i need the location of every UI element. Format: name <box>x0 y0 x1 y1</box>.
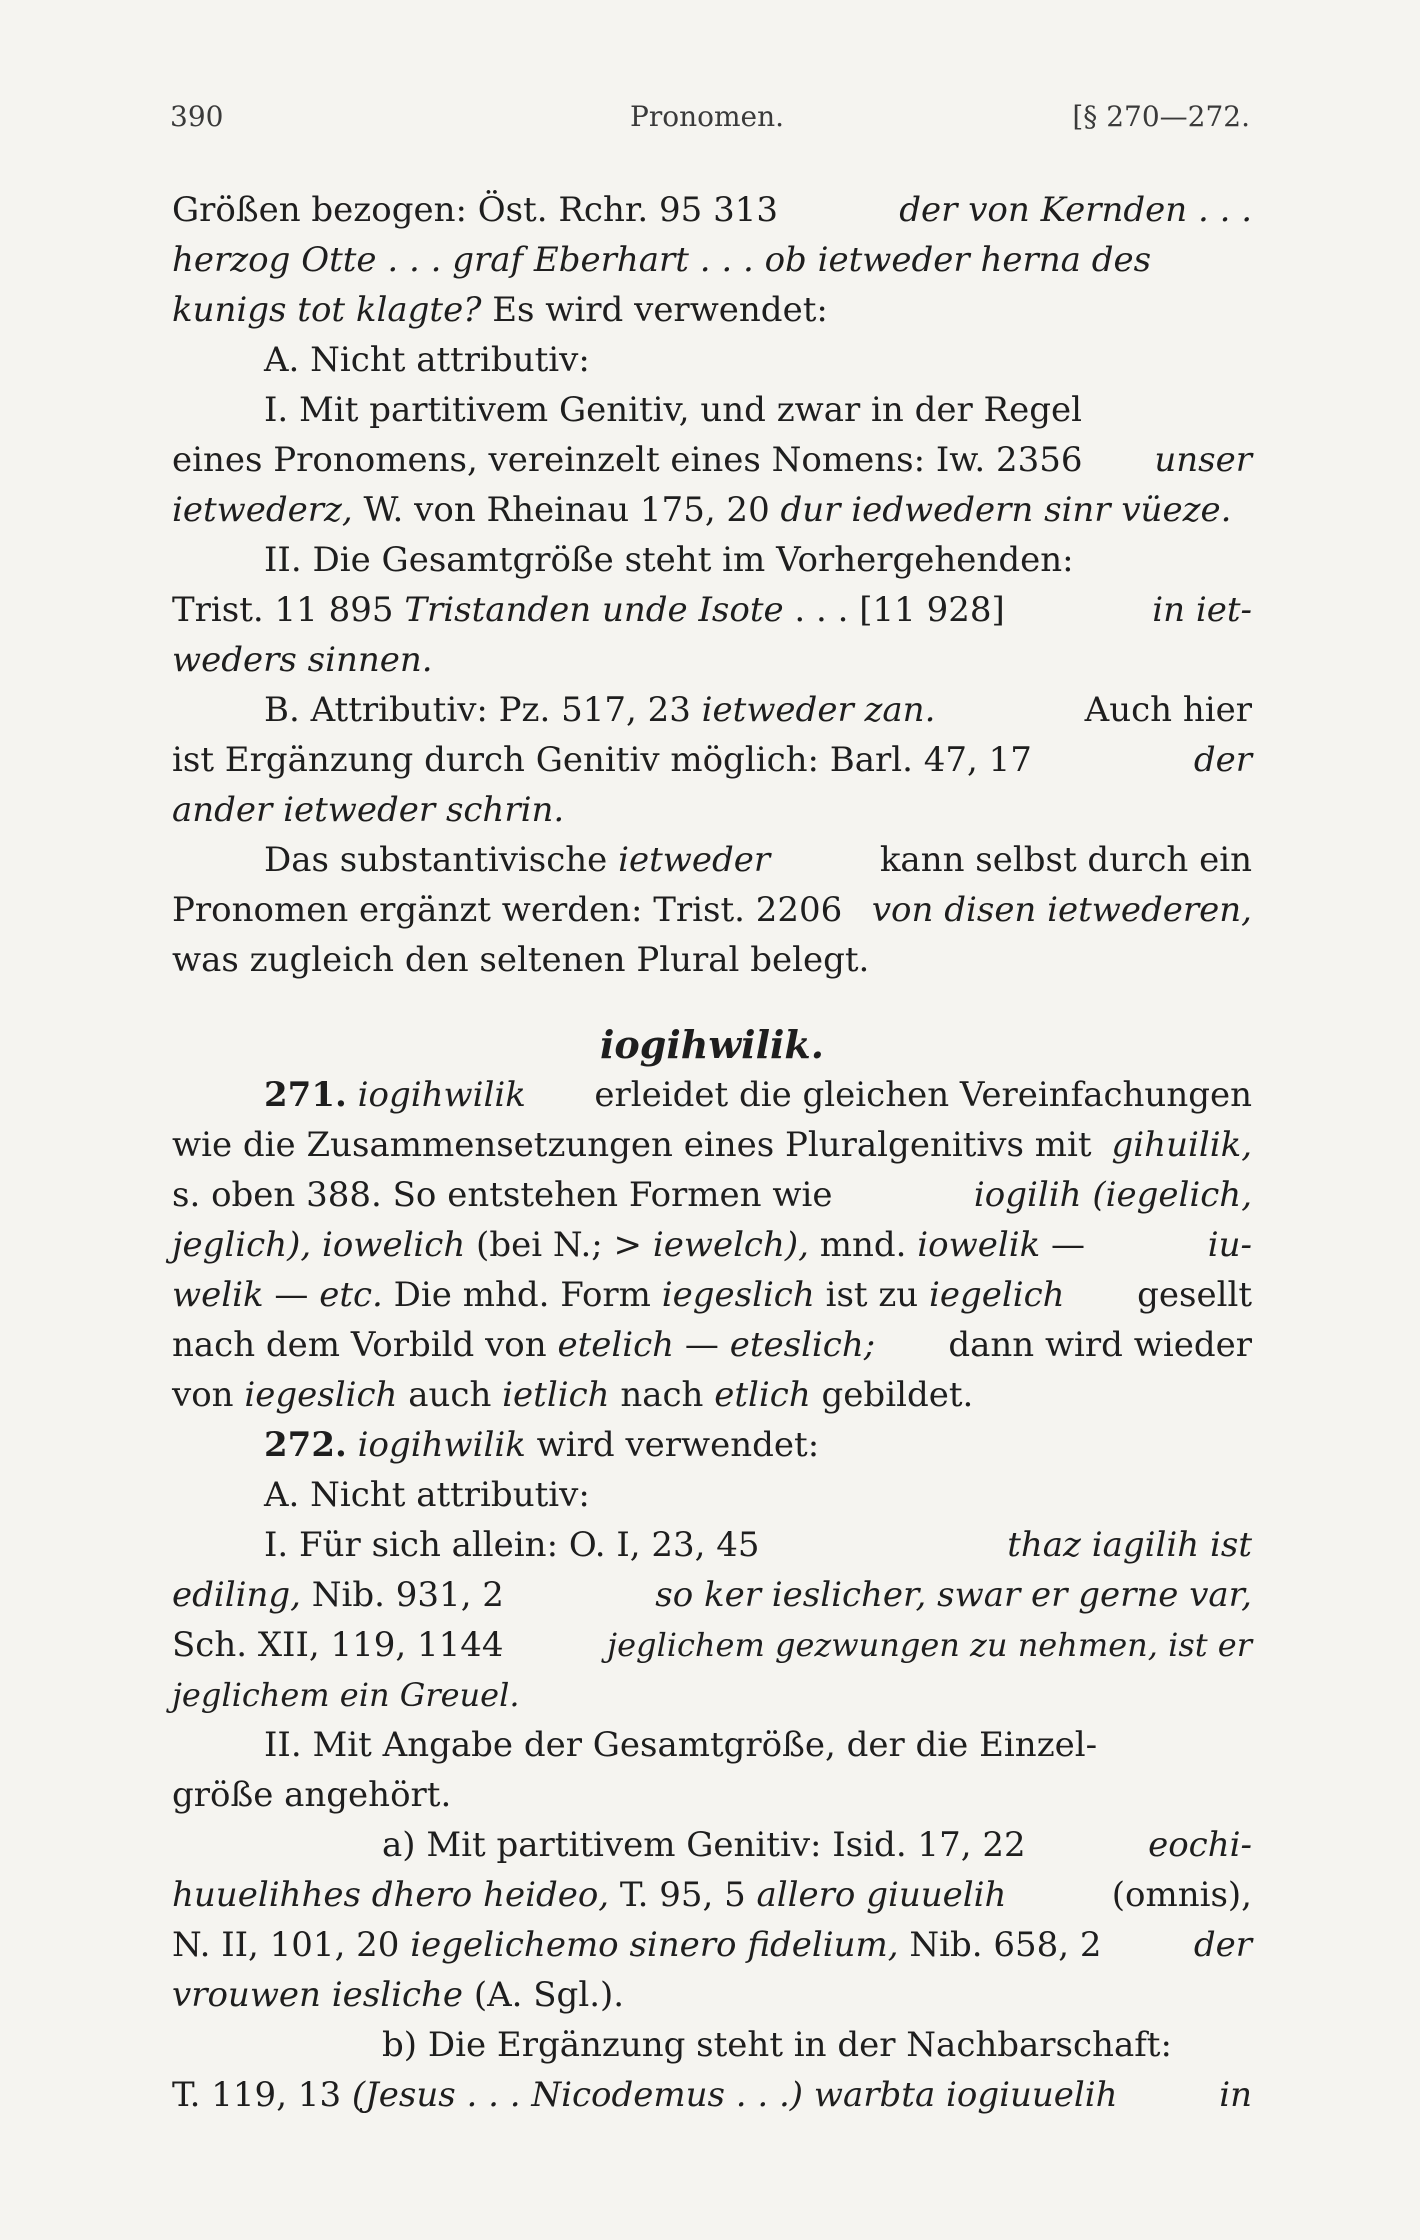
text-line: Größen bezogen: Öst. Rchr. 95 313 der von Kernden . . . <box>172 190 1252 230</box>
text-line: kunigs tot klagte? Es wird verwendet: <box>172 290 828 330</box>
text-line: I. Mit partitivem Genitiv, und zwar in der Regel <box>264 390 1083 430</box>
text-line: II. Mit Angabe der Gesamtgröße, der die Einzel- <box>264 1725 1098 1765</box>
text-line: größe angehört. <box>172 1775 452 1815</box>
text-line: A. Nicht attributiv: <box>264 1475 590 1515</box>
paragraph-number: 272. <box>264 1425 347 1465</box>
text-line: Pronomen ergänzt werden: Trist. 2206 von disen ietwederen, <box>172 890 1252 930</box>
text-line: was zugleich den seltenen Plural belegt. <box>172 940 870 980</box>
text-line: nach dem Vorbild von etelich — eteslich; dann wird wieder <box>172 1325 1252 1365</box>
text-line: I. Für sich allein: O. I, 23, 45 thaz iagilih ist <box>264 1525 1252 1565</box>
text-line: A. Nicht attributiv: <box>264 340 590 380</box>
running-header <box>170 100 1250 140</box>
text-line: eines Pronomens, vereinzelt eines Nomens: Iw. 2356 unser <box>172 440 1252 480</box>
text-line: b) Die Ergänzung steht in der Nachbarschaft: <box>382 2025 1172 2065</box>
text-line: huuelihhes dhero heideo, T. 95, 5 allero giuuelih (omnis), <box>172 1875 1252 1915</box>
section-heading: iogihwilik. <box>600 1022 824 1067</box>
running-title: Pronomen. <box>630 100 785 133</box>
text-line: ietwederz, W. von Rheinau 175, 20 dur iedwedern sinr vüeze. <box>172 490 1232 530</box>
text-line: wie die Zusammensetzungen eines Pluralgenitivs mit gihuilik, <box>172 1125 1252 1165</box>
text-line: II. Die Gesamtgröße steht im Vorhergehenden: <box>264 540 1074 580</box>
section-reference: [§ 270—272. <box>1072 100 1250 133</box>
text-line: 271. iogihwilik erleidet die gleichen Vereinfachungen <box>264 1075 1252 1115</box>
text-line: von iegeslich auch ietlich nach etlich gebildet. <box>172 1375 974 1415</box>
text-line: Sch. XII, 119, 1144 jeglichem gezwungen zu nehmen, ist er <box>172 1625 1252 1665</box>
text-line: ander ietweder schrin. <box>172 790 565 830</box>
text-line: N. II, 101, 20 iegelichemo sinero fidelium, Nib. 658, 2 der <box>172 1925 1252 1965</box>
text-line: T. 119, 13 (Jesus . . . Nicodemus . . .) warbta iogiuuelih in <box>172 2075 1252 2115</box>
page-number: 390 <box>170 100 224 133</box>
text-line: s. oben 388. So entstehen Formen wie iogilih (iegelich, <box>172 1175 1252 1215</box>
text-line: ist Ergänzung durch Genitiv möglich: Barl. 47, 17 der <box>172 740 1252 780</box>
paragraph-number: 271. <box>264 1075 347 1115</box>
text-line: 272. iogihwilik wird verwendet: <box>264 1425 820 1465</box>
text-line: Trist. 11 895 Tristanden unde Isote . . . [11 928] in iet- <box>172 590 1252 630</box>
text-line: ediling, Nib. 931, 2 so ker ieslicher, swar er gerne var, <box>172 1575 1252 1615</box>
text-line: jeglichem ein Greuel. <box>172 1676 520 1714</box>
text-line: jeglich), iowelich (bei N.; > iewelch), mnd. iowelik — iu- <box>172 1225 1252 1265</box>
text-line: Das substantivische ietweder kann selbst durch ein <box>264 840 1252 880</box>
text-line: weders sinnen. <box>172 640 433 680</box>
text-line: a) Mit partitivem Genitiv: Isid. 17, 22 eochi- <box>382 1825 1252 1865</box>
text-line: welik — etc. Die mhd. Form iegeslich ist zu iegelich gesellt <box>172 1275 1252 1315</box>
page-body <box>172 185 1252 2120</box>
text-line: herzog Otte . . . graf Eberhart . . . ob ietweder herna des <box>172 240 1152 280</box>
text-line: vrouwen iesliche (A. Sgl.). <box>172 1975 625 2015</box>
text-line: B. Attributiv: Pz. 517, 23 ietweder zan. Auch hier <box>264 690 1252 730</box>
